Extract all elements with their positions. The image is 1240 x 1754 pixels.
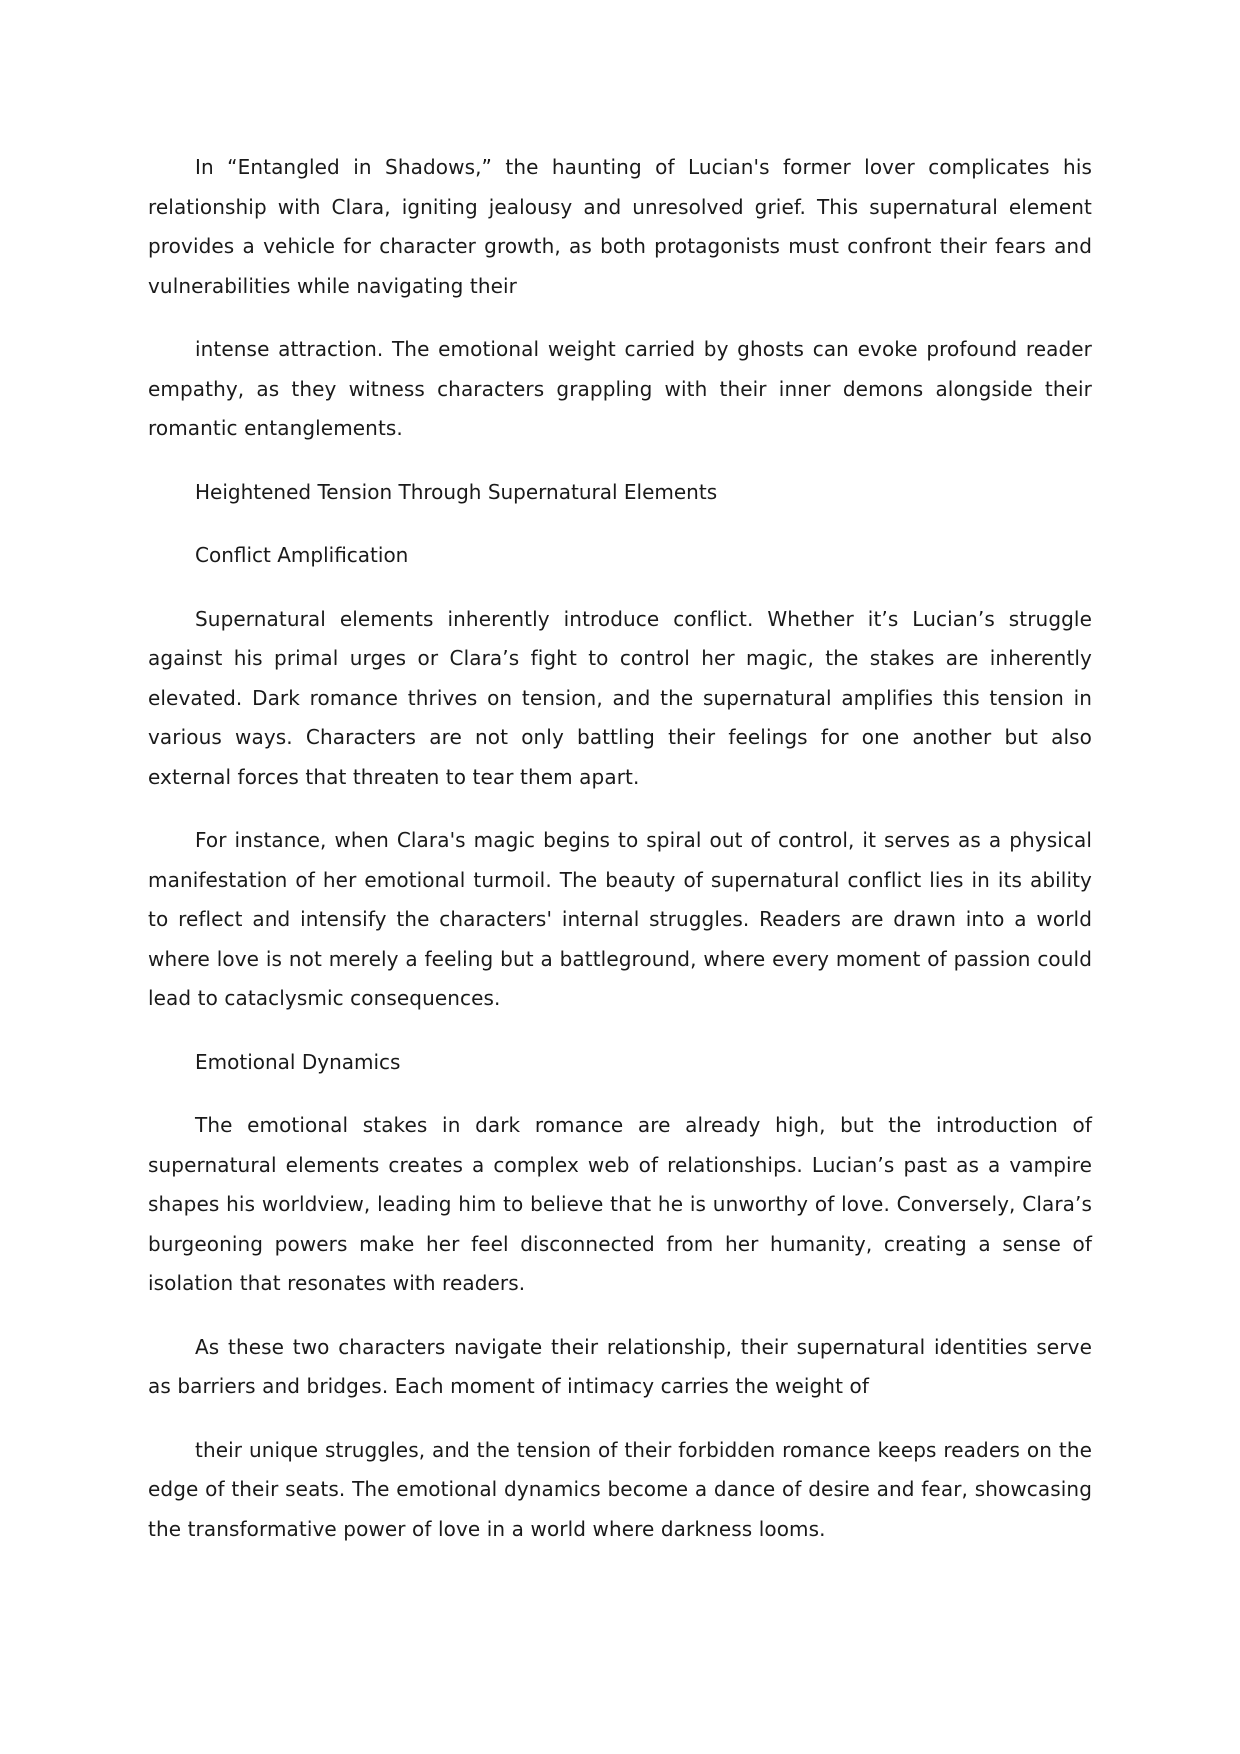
paragraph-magic-spiral: For instance, when Clara's magic begins to spiral out of control, it serves as a physical manifestation of her emotional turmoil. The beauty of supernatural conflict lies in its ability to reflect and intensify the characters' internal struggles. Readers are drawn into a world where love is not merely a feeling but a battleground, where every moment of passion could lead to cataclysmic consequences. (148, 828, 1092, 1010)
heading-emotional-dynamics: Emotional Dynamics (195, 1049, 401, 1074)
document-body (148, 148, 1092, 1573)
paragraph-emotional-weight: intense attraction. The emotional weight carried by ghosts can evoke profound reader empathy, as they witness characters grappling with their inner demons alongside their romantic entanglements. (148, 337, 1092, 440)
paragraph-forbidden-romance: their unique struggles, and the tension of their forbidden romance keeps readers on the edge of their seats. The emotional dynamics become a dance of desire and fear, showcasing the transformative power of love in a world where darkness looms. (148, 1437, 1092, 1541)
paragraph-ghost-haunting: In “Entangled in Shadows,” the haunting of Lucian's former lover complicates his relationship with Clara, igniting jealousy and unresolved grief. This supernatural element provides a vehicle for character growth, as both protagonists must confront their fears and vulnerabilities while navigating their (148, 155, 1092, 298)
paragraph-barriers-bridges: As these two characters navigate their relationship, their supernatural identities serve as barriers and bridges. Each moment of intimacy carries the weight of (148, 1334, 1092, 1398)
heading-heightened-tension: Heightened Tension Through Supernatural Elements (195, 479, 718, 504)
heading-conflict-amplification: Conflict Amplification (195, 543, 409, 567)
paragraph-inherent-conflict: Supernatural elements inherently introduce conflict. Whether it’s Lucian’s struggle against his primal urges or Clara’s fight to control her magic, the stakes are inherently elevated. Dark romance thrives on tension, and the supernatural amplifies this tension in various ways. Characters are not only battling their feelings for one another but also external forces that threaten to tear them apart. (148, 606, 1092, 789)
paragraph-emotional-stakes: The emotional stakes in dark romance are already high, but the introduction of supernatural elements creates a complex web of relationships. Lucian’s past as a vampire shapes his worldview, leading him to believe that he is unworthy of love. Conversely, Clara’s burgeoning powers make her feel disconnected from her humanity, creating a sense of isolation that resonates with readers. (148, 1113, 1092, 1295)
